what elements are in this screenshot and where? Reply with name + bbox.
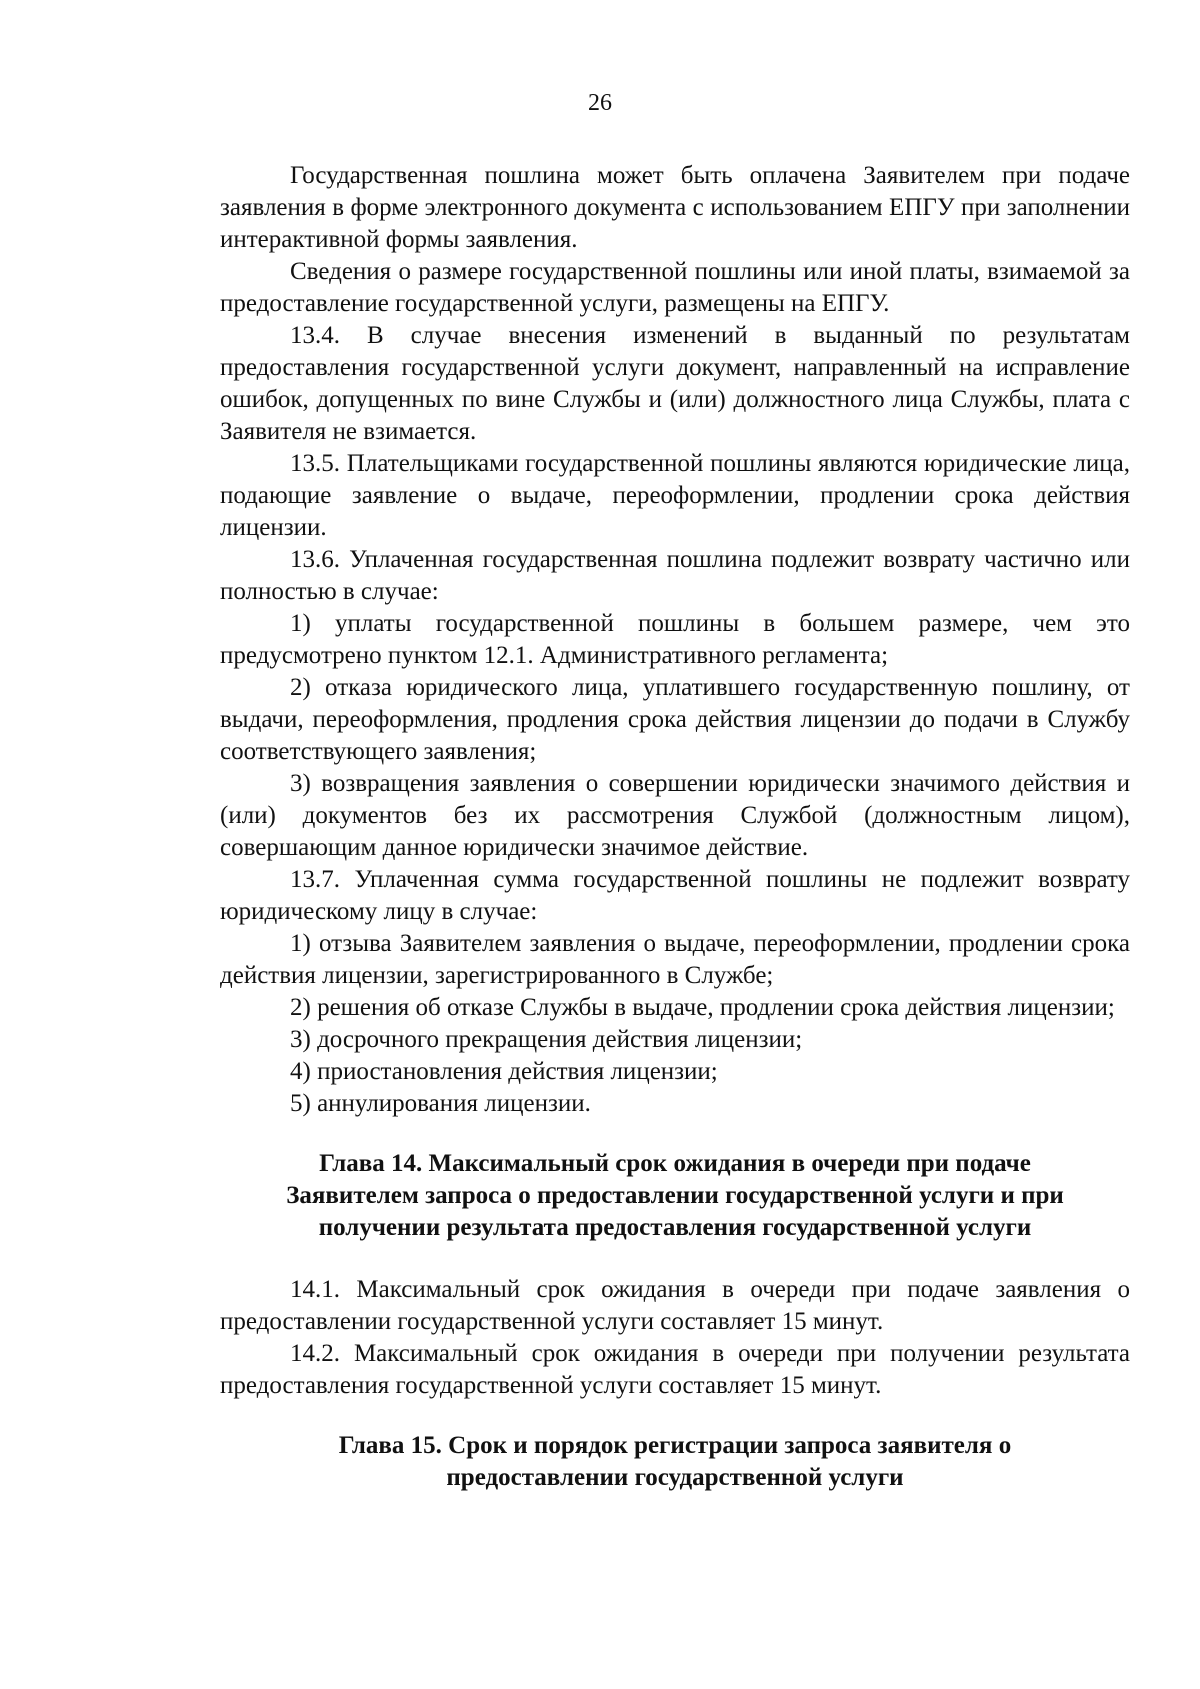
heading-line: Заявителем запроса о предоставлении государственной услуги и при: [286, 1182, 1064, 1209]
list-item: 4) приостановления действия лицензии;: [290, 1058, 718, 1085]
heading-line: предоставлении государственной услуги: [446, 1464, 904, 1491]
paragraph: 14.2. Максимальный срок ожидания в очереди при получении результата предоставления государственной услуги составляет 15 минут.: [220, 1340, 1130, 1399]
list-item: 5) аннулирования лицензии.: [290, 1090, 591, 1117]
document-body: [220, 160, 1130, 1494]
list-item: 2) отказа юридического лица, уплатившего государственную пошлину, от выдачи, переоформления, продления срока действия лицензии до подачи в Службу соответствующего заявления;: [220, 674, 1130, 765]
paragraph: Государственная пошлина может быть оплачена Заявителем при подаче заявления в форме электронного документа с использованием ЕПГУ при заполнении интерактивной формы заявления.: [220, 162, 1130, 253]
list-item: 3) досрочного прекращения действия лицензии;: [290, 1026, 803, 1053]
paragraph: 13.6. Уплаченная государственная пошлина подлежит возврату частично или полностью в случае:: [220, 546, 1130, 605]
heading-line: Глава 15. Срок и порядок регистрации запроса заявителя о: [338, 1432, 1012, 1459]
chapter-15-heading: [220, 1430, 1130, 1494]
paragraph: 13.4. В случае внесения изменений в выданный по результатам предоставления государственной услуги документ, направленный на исправление ошибок, допущенных по вине Службы и (или) должностного лица Службы, плата с Заявителя не взимается.: [220, 322, 1130, 445]
heading-line: получении результата предоставления государственной услуги: [318, 1214, 1032, 1241]
heading-line: Глава 14. Максимальный срок ожидания в очереди при подаче: [319, 1150, 1031, 1177]
page-number: 26: [588, 90, 612, 116]
paragraph: 13.7. Уплаченная сумма государственной пошлины не подлежит возврату юридическому лицу в случае:: [220, 866, 1130, 925]
paragraph: 14.1. Максимальный срок ожидания в очереди при подаче заявления о предоставлении государственной услуги составляет 15 минут.: [220, 1276, 1130, 1335]
list-item: 2) решения об отказе Службы в выдаче, продлении срока действия лицензии;: [290, 994, 1115, 1021]
paragraph: 13.5. Плательщиками государственной пошлины являются юридические лица, подающие заявление о выдаче, переоформлении, продлении срока действия лицензии.: [220, 450, 1130, 541]
list-item: 3) возвращения заявления о совершении юридически значимого действия и (или) документов без их рассмотрения Службой (должностным лицом), совершающим данное юридически значимое действие.: [220, 770, 1130, 861]
chapter-14-heading: [220, 1148, 1130, 1244]
list-item: 1) отзыва Заявителем заявления о выдаче, переоформлении, продлении срока действия лицензии, зарегистрированного в Службе;: [220, 930, 1130, 989]
list-item: 1) уплаты государственной пошлины в большем размере, чем это предусмотрено пунктом 12.1. Административного регламента;: [220, 610, 1130, 669]
paragraph: Сведения о размере государственной пошлины или иной платы, взимаемой за предоставление государственной услуги, размещены на ЕПГУ.: [220, 258, 1130, 317]
